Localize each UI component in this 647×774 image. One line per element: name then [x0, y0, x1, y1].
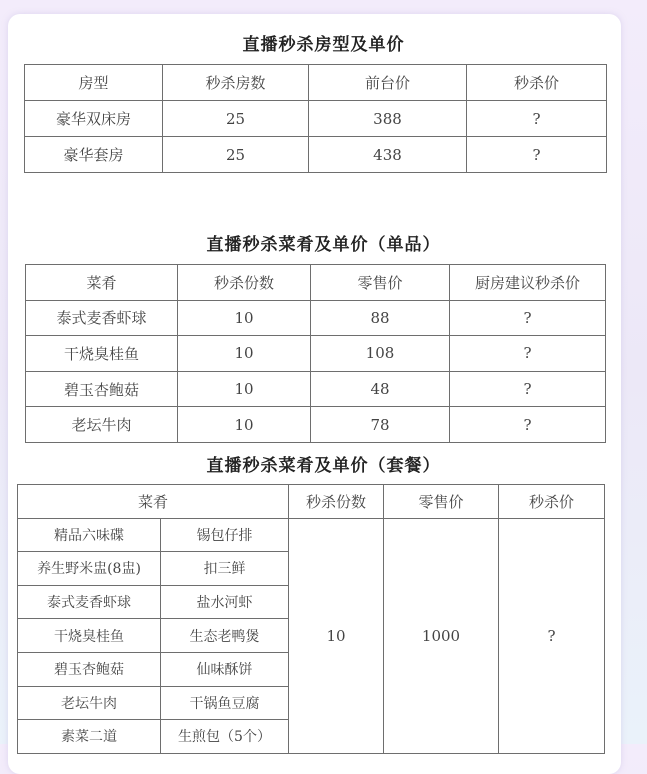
set-seckill-price: ? — [499, 518, 605, 753]
table-row — [25, 137, 607, 173]
room-table-title: 直播秒杀房型及单价 — [242, 35, 405, 55]
dish-retail-price: 48 — [311, 371, 450, 407]
dish-name: 碧玉杏鲍菇 — [26, 371, 178, 407]
set-dish-right: 生态老鸭煲 — [161, 619, 289, 653]
header-retail-price: 零售价 — [384, 485, 499, 519]
header-seckill-price: 秒杀价 — [499, 485, 605, 519]
dish-retail-price: 78 — [311, 407, 450, 443]
table-row — [18, 518, 605, 552]
dish-seckill-price: ? — [450, 336, 606, 372]
header-front-price: 前台价 — [309, 65, 467, 101]
table-row — [26, 371, 606, 407]
set-portion-count: 10 — [289, 518, 384, 753]
set-dish-right: 生煎包（5个） — [161, 720, 289, 754]
dish-single-price-table — [25, 264, 606, 443]
dish-set-price-table — [17, 484, 605, 754]
set-dish-right: 干锅鱼豆腐 — [161, 686, 289, 720]
dish-seckill-price: ? — [450, 371, 606, 407]
dish-retail-price: 108 — [311, 336, 450, 372]
dish-count: 10 — [178, 371, 311, 407]
dish-retail-price: 88 — [311, 300, 450, 336]
header-portion-count: 秒杀份数 — [178, 265, 311, 301]
set-dish-left: 干烧臭桂鱼 — [18, 619, 161, 653]
room-front-price: 438 — [309, 137, 467, 173]
room-count: 25 — [163, 101, 309, 137]
set-retail-price: 1000 — [384, 518, 499, 753]
table-row — [26, 407, 606, 443]
room-name: 豪华双床房 — [25, 101, 163, 137]
header-dish: 菜肴 — [18, 485, 289, 519]
header-seckill-price: 秒杀价 — [467, 65, 607, 101]
table-header-row — [18, 485, 605, 519]
dish-set-table-title: 直播秒杀菜肴及单价（套餐） — [206, 456, 441, 476]
dish-name: 泰式麦香虾球 — [26, 300, 178, 336]
room-seckill-price: ? — [467, 101, 607, 137]
set-dish-left: 精品六味碟 — [18, 518, 161, 552]
dish-count: 10 — [178, 300, 311, 336]
header-dish: 菜肴 — [26, 265, 178, 301]
room-name: 豪华套房 — [25, 137, 163, 173]
table-row — [26, 336, 606, 372]
room-seckill-price: ? — [467, 137, 607, 173]
table-row — [26, 300, 606, 336]
set-dish-left: 素菜二道 — [18, 720, 161, 754]
set-dish-right: 锡包仔排 — [161, 518, 289, 552]
room-price-table — [24, 64, 607, 173]
set-dish-right: 扣三鲜 — [161, 552, 289, 586]
room-front-price: 388 — [309, 101, 467, 137]
header-portion-count: 秒杀份数 — [289, 485, 384, 519]
dish-single-table-title: 直播秒杀菜肴及单价（单品） — [206, 235, 441, 255]
dish-count: 10 — [178, 336, 311, 372]
set-dish-right: 盐水河虾 — [161, 585, 289, 619]
header-suggested-seckill-price: 厨房建议秒杀价 — [450, 265, 606, 301]
set-dish-left: 碧玉杏鲍菇 — [18, 652, 161, 686]
table-row — [25, 101, 607, 137]
dish-seckill-price: ? — [450, 407, 606, 443]
table-header-row — [25, 65, 607, 101]
set-dish-left: 养生野米盅(8盅) — [18, 552, 161, 586]
dish-count: 10 — [178, 407, 311, 443]
set-dish-right: 仙味酥饼 — [161, 652, 289, 686]
header-retail-price: 零售价 — [311, 265, 450, 301]
set-dish-left: 老坛牛肉 — [18, 686, 161, 720]
header-room-type: 房型 — [25, 65, 163, 101]
dish-seckill-price: ? — [450, 300, 606, 336]
set-dish-left: 泰式麦香虾球 — [18, 585, 161, 619]
header-room-count: 秒杀房数 — [163, 65, 309, 101]
table-header-row — [26, 265, 606, 301]
room-count: 25 — [163, 137, 309, 173]
dish-name: 干烧臭桂鱼 — [26, 336, 178, 372]
dish-name: 老坛牛肉 — [26, 407, 178, 443]
